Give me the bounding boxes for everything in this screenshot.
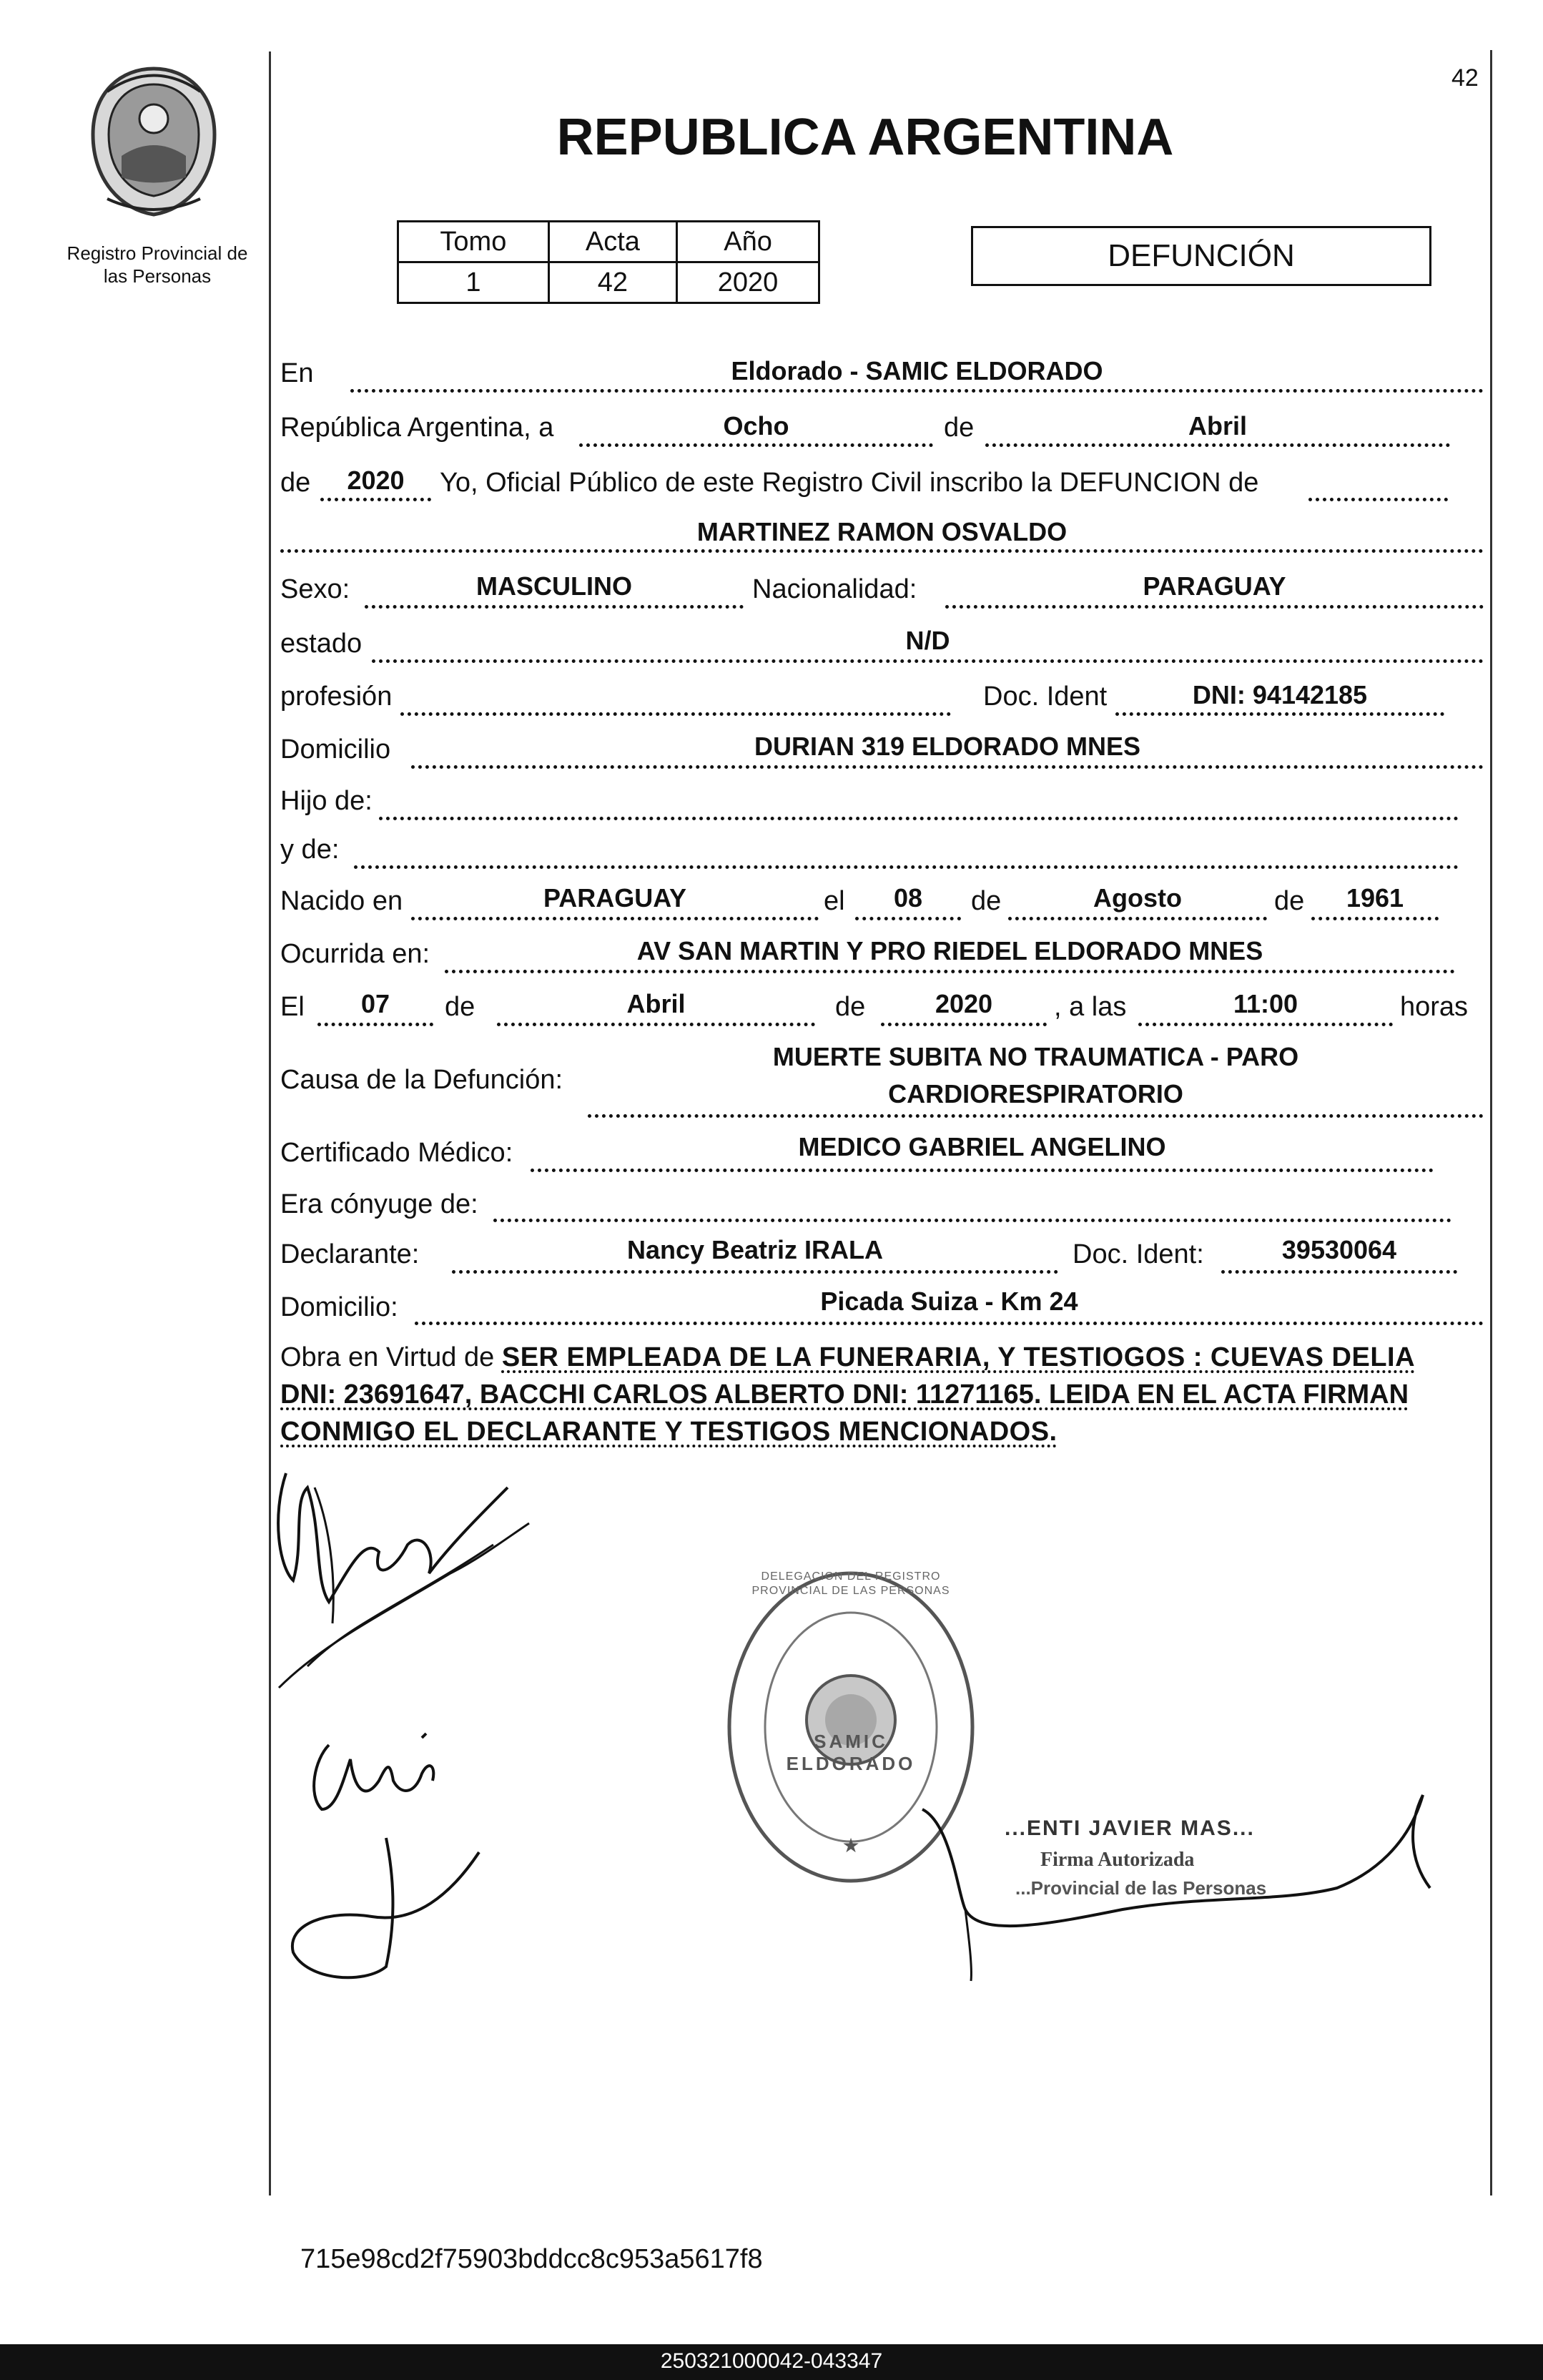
sex-line	[365, 605, 744, 609]
medical-certificate-line	[531, 1169, 1434, 1172]
reg-month-line	[985, 443, 1450, 447]
address-value: DURIAN 319 ELDORADO MNES	[754, 732, 1141, 761]
death-day-line	[317, 1023, 433, 1026]
birth-year-line	[1311, 917, 1439, 920]
obra-value-line1: SER EMPLEADA DE LA FUNERARIA, Y TESTIOGOS : CUEVAS DELIA	[501, 1342, 1416, 1372]
spouse-line	[493, 1219, 1451, 1222]
birth-place-value: PARAGUAY	[543, 883, 687, 913]
label-a-las: , a las	[1054, 992, 1127, 1022]
stamp-inner-text: SAMIC ELDORADO	[786, 1731, 916, 1774]
death-place-value: AV SAN MARTIN Y PRO RIEDEL ELDORADO MNES	[636, 936, 1263, 965]
birth-year-value: 1961	[1346, 883, 1404, 913]
page-number: 42	[1451, 64, 1479, 92]
obra-paragraph	[280, 1339, 1489, 1450]
label-doc-ident: Doc. Ident	[983, 682, 1108, 712]
officer-signature	[908, 1766, 1451, 1995]
label-de-3: de	[971, 886, 1002, 916]
label-domicilio-2: Domicilio:	[280, 1292, 398, 1322]
reg-year-value: 2020	[347, 466, 405, 495]
profession-line	[400, 712, 951, 716]
father-line	[379, 817, 1459, 820]
label-en: En	[280, 358, 314, 388]
acta-header: Acta	[548, 222, 676, 262]
witness-signature-2	[279, 1831, 493, 1988]
label-de-1: de	[944, 413, 975, 443]
place-value: Eldorado - SAMIC ELDORADO	[731, 356, 1103, 385]
birth-day-value: 08	[893, 883, 923, 913]
birth-month-value: Agosto	[1093, 883, 1182, 913]
declarant-doc-line	[1221, 1270, 1457, 1274]
label-ocurrida-en: Ocurrida en:	[280, 939, 430, 969]
civil-status-value: N/D	[905, 626, 950, 655]
sex-value: MASCULINO	[476, 571, 632, 601]
acta-value: 42	[548, 262, 676, 303]
label-domicilio: Domicilio	[280, 734, 391, 764]
cause-value-line2: CARDIORESPIRATORIO	[888, 1079, 1183, 1108]
cause-line	[588, 1114, 1484, 1118]
birth-month-line	[1008, 917, 1267, 920]
officer-title: Firma Autorizada	[1040, 1849, 1195, 1871]
declarant-signature	[265, 1459, 536, 1716]
label-declarante: Declarante:	[280, 1239, 420, 1269]
country-title: REPUBLICA ARGENTINA	[556, 109, 1174, 166]
registry-name-line1: Registro Provincial de	[66, 242, 248, 264]
stamp-ring-text: DELEGACION DEL REGISTRO PROVINCIAL DE LAS PERSONAS	[751, 1570, 950, 1597]
death-month-value: Abril	[626, 989, 686, 1018]
label-de-6: de	[835, 992, 866, 1022]
deceased-value: MARTINEZ RAMON OSVALDO	[696, 517, 1068, 546]
barcode-text: 250321000042-043347	[660, 2349, 883, 2373]
reg-month-value: Abril	[1188, 411, 1247, 441]
record-number-table	[397, 220, 820, 304]
reg-day-value: Ocho	[723, 411, 789, 441]
officer-name: ...ENTI JAVIER MAS...	[1005, 1816, 1255, 1840]
tomo-value: 1	[398, 262, 549, 303]
deceased-line	[280, 549, 1484, 553]
label-yo: Yo, Oficial Público de este Registro Civil inscribo la DEFUNCION de	[440, 468, 1259, 498]
declarant-address-line	[415, 1322, 1484, 1325]
obra-value-line3: CONMIGO EL DECLARANTE Y TESTIGOS MENCIONADOS.	[280, 1417, 1058, 1447]
birth-day-line	[855, 917, 961, 920]
label-de-2: de	[280, 468, 311, 498]
svg-text:★: ★	[842, 1834, 860, 1857]
address-line	[411, 765, 1484, 769]
label-estado: estado	[280, 629, 363, 659]
place-line	[350, 389, 1484, 393]
label-horas: horas	[1400, 992, 1469, 1022]
anio-value: 2020	[677, 262, 819, 303]
medical-certificate-value: MEDICO GABRIEL ANGELINO	[798, 1132, 1166, 1161]
doc-value: DNI: 94142185	[1192, 680, 1368, 709]
death-place-line	[445, 970, 1455, 973]
nationality-line	[945, 605, 1484, 609]
label-el-2: El	[280, 992, 305, 1022]
death-year-value: 2020	[935, 989, 993, 1018]
death-time-line	[1138, 1023, 1393, 1026]
registry-name-line2: las Personas	[103, 265, 212, 287]
label-el-1: el	[824, 886, 845, 916]
label-y-de: y de:	[280, 835, 340, 865]
reg-day-line	[579, 443, 933, 447]
civil-status-line	[372, 659, 1484, 663]
cause-value-line1: MUERTE SUBITA NO TRAUMATICA - PARO	[772, 1042, 1299, 1071]
death-month-line	[497, 1023, 815, 1026]
label-de-4: de	[1274, 886, 1305, 916]
reg-year-line	[320, 498, 431, 501]
death-year-line	[881, 1023, 1047, 1026]
tomo-header: Tomo	[398, 222, 549, 262]
label-sexo: Sexo:	[280, 574, 350, 604]
witness-signature-1	[300, 1716, 458, 1824]
doc-line	[1115, 712, 1444, 716]
provincial-seal	[79, 63, 229, 220]
death-time-value: 11:00	[1233, 989, 1298, 1018]
label-doc-ident-2: Doc. Ident:	[1073, 1239, 1204, 1269]
label-certificado: Certificado Médico:	[280, 1138, 513, 1168]
anio-header: Año	[677, 222, 819, 262]
officer-office: ...Provincial de las Personas	[1015, 1877, 1267, 1899]
label-causa: Causa de la Defunción:	[280, 1065, 563, 1095]
declarant-line	[452, 1270, 1058, 1274]
mother-line	[354, 865, 1459, 869]
label-de-5: de	[445, 992, 475, 1022]
declarant-value: Nancy Beatriz IRALA	[626, 1235, 884, 1264]
label-obra: Obra en Virtud de	[280, 1342, 495, 1372]
label-nacionalidad: Nacionalidad:	[752, 574, 917, 604]
declarant-doc-value: 39530064	[1281, 1235, 1397, 1264]
label-nacido-en: Nacido en	[280, 886, 403, 916]
document-hash: 715e98cd2f75903bddcc8c953a5617f8	[300, 2244, 763, 2274]
declarant-address-value: Picada Suiza - Km 24	[820, 1287, 1078, 1316]
yo-trailing-line	[1308, 498, 1448, 501]
death-day-value: 07	[360, 989, 390, 1018]
label-conyuge: Era cónyuge de:	[280, 1189, 478, 1219]
nationality-value: PARAGUAY	[1143, 571, 1286, 601]
record-type-box: DEFUNCIÓN	[971, 226, 1431, 286]
label-hijo-de: Hijo de:	[280, 786, 373, 816]
label-profesion: profesión	[280, 682, 393, 712]
left-margin-rule	[269, 51, 271, 2195]
obra-value-line2: DNI: 23691647, BACCHI CARLOS ALBERTO DNI: 11271165. LEIDA EN EL ACTA FIRMAN	[280, 1380, 1409, 1410]
right-margin-rule	[1490, 50, 1492, 2195]
label-republica: República Argentina, a	[280, 413, 554, 443]
birth-place-line	[411, 917, 819, 920]
